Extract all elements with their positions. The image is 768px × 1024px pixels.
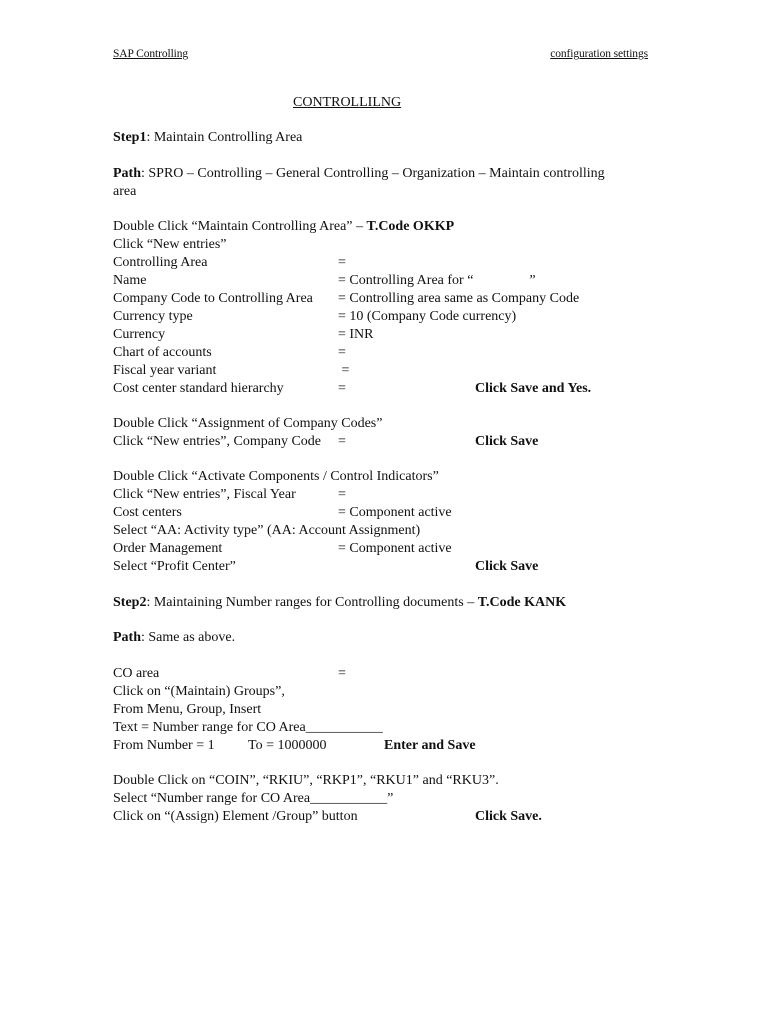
- value-company-code: = Controlling area same as Company Code: [338, 291, 580, 306]
- value-fiscal-year-variant: =: [338, 363, 350, 378]
- activate-order-mgmt-value: = Component active: [338, 541, 452, 556]
- activate-save: [475, 558, 538, 576]
- step1-path-text: : SPRO – Controlling – General Controlling – Organization – Maintain controlling: [141, 166, 605, 181]
- step2-text-line: Text = Number range for CO Area___________: [113, 720, 383, 735]
- step1-text: : Maintain Controlling Area: [146, 130, 303, 145]
- field-chart-of-accounts: Chart of accounts: [113, 345, 212, 360]
- value-chart-of-accounts: =: [338, 345, 346, 360]
- value-cost-center-hierarchy: =: [338, 381, 346, 396]
- activate-profit-center: Select “Profit Center”: [113, 559, 236, 574]
- activate-fiscal-year-value: =: [338, 487, 346, 502]
- step2-assign-button: Click on “(Assign) Element /Group” button: [113, 809, 358, 824]
- step2-enter-save: [384, 737, 476, 755]
- field-currency: Currency: [113, 327, 166, 342]
- step2-from-number: From Number = 1: [113, 738, 215, 753]
- header-right: configuration settings: [550, 48, 648, 60]
- value-name: = Controlling Area for “ ”: [338, 273, 536, 288]
- step2-maintain-groups: Click on “(Maintain) Groups”,: [113, 684, 285, 699]
- page-title: CONTROLLILNG: [293, 95, 402, 110]
- step1-path-line2: area: [113, 184, 137, 199]
- step2-save-text: Click Save.: [475, 809, 542, 824]
- step2-menu: From Menu, Group, Insert: [113, 702, 262, 717]
- header-left: SAP Controlling: [113, 48, 189, 60]
- step2-heading: [113, 594, 566, 612]
- assignment-dblclick: Double Click “Assignment of Company Codes”: [113, 416, 383, 431]
- step1-heading: [113, 129, 302, 147]
- activate-fiscal-year: Click “New entries”, Fiscal Year: [113, 487, 296, 502]
- step1-save-yes-text: Click Save and Yes.: [475, 381, 592, 396]
- field-controlling-area: Controlling Area: [113, 255, 208, 270]
- value-currency-type: = 10 (Company Code currency): [338, 309, 517, 324]
- step2-save: [475, 808, 542, 826]
- assignment-save-text: Click Save: [475, 434, 539, 449]
- step1-new-entries: Click “New entries”: [113, 237, 227, 252]
- step2-to-number: To = 1000000: [248, 738, 327, 753]
- step1-path-label: Path: [113, 166, 141, 181]
- step2-path-label: Path: [113, 630, 141, 645]
- field-cost-center-hierarchy: Cost center standard hierarchy: [113, 381, 284, 396]
- activate-save-text: Click Save: [475, 559, 539, 574]
- field-fiscal-year-variant: Fiscal year variant: [113, 363, 217, 378]
- activate-dblclick: Double Click “Activate Components / Control Indicators”: [113, 469, 439, 484]
- activate-cost-centers: Cost centers: [113, 505, 182, 520]
- step2-path-text: : Same as above.: [141, 630, 236, 645]
- step1-label: Step1: [113, 130, 147, 145]
- activate-activity-type: Select “AA: Activity type” (AA: Account Assignment): [113, 523, 421, 538]
- assignment-new-entries: Click “New entries”, Company Code: [113, 434, 322, 449]
- activate-cost-centers-value: = Component active: [338, 505, 452, 520]
- step1-dblclick-text: Double Click “Maintain Controlling Area” –: [113, 219, 367, 234]
- step2-co-area: CO area: [113, 666, 160, 681]
- step1-path-line1: [113, 165, 605, 183]
- step2-co-area-value: =: [338, 666, 346, 681]
- step2-label: Step2: [113, 595, 147, 610]
- value-currency: = INR: [338, 327, 374, 342]
- step2-select-range: Select “Number range for CO Area___________”: [113, 791, 394, 806]
- field-currency-type: Currency type: [113, 309, 193, 324]
- step1-save-yes: [475, 380, 591, 398]
- step2-text: : Maintaining Number ranges for Controlling documents –: [146, 595, 478, 610]
- step2-tcode: T.Code KANK: [477, 595, 567, 610]
- assignment-save: [475, 433, 538, 451]
- step1-dblclick: [113, 218, 454, 236]
- assignment-eq: =: [338, 434, 346, 449]
- step1-tcode: T.Code OKKP: [366, 219, 455, 234]
- step2-path: [113, 629, 235, 647]
- value-controlling-area: =: [338, 255, 346, 270]
- activate-order-mgmt: Order Management: [113, 541, 223, 556]
- step2-enter-save-text: Enter and Save: [384, 738, 476, 753]
- step2-dblclick-objects: Double Click on “COIN”, “RKIU”, “RKP1”, “RKU1” and “RKU3”.: [113, 773, 499, 788]
- field-name: Name: [113, 273, 147, 288]
- field-company-code: Company Code to Controlling Area: [113, 291, 313, 306]
